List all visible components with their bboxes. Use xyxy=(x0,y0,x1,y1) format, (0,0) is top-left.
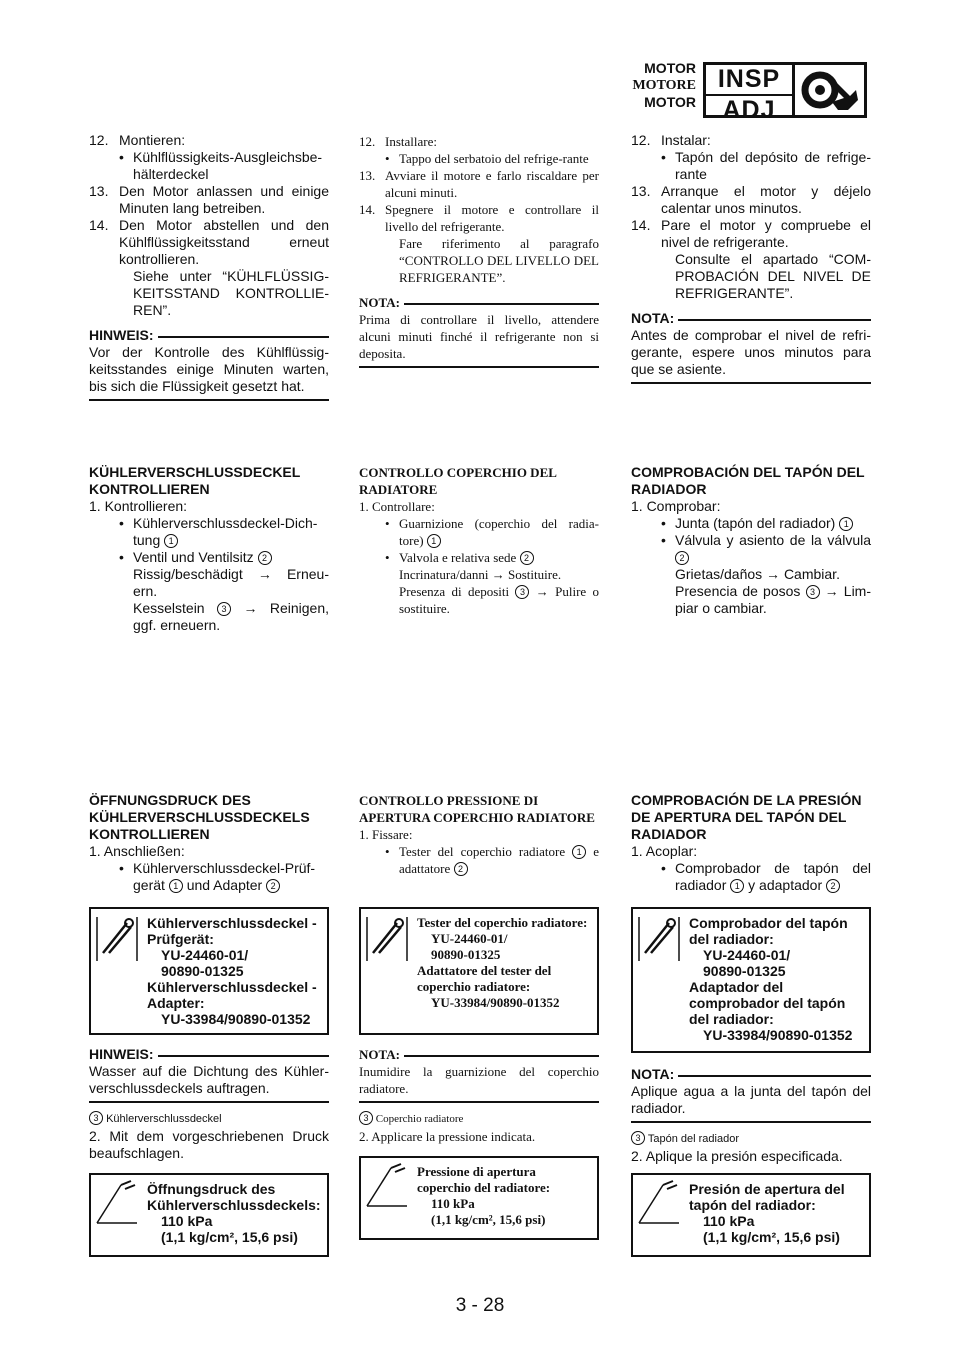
note-box xyxy=(631,1066,871,1123)
caption: 3 Coperchio radiatore xyxy=(359,1111,599,1128)
step-text: 2. Aplique la presión especificada. xyxy=(631,1148,843,1164)
step-text: 2. Applicare la pressione indicata. xyxy=(359,1129,536,1144)
section-heading: CONTROLLO PRESSIONE DI APERTURA COPERCHIO RADIATORE xyxy=(359,793,595,825)
step-text: 1. Kontrollieren: xyxy=(89,498,188,514)
it-block-1 xyxy=(359,133,599,368)
tool-spec-box xyxy=(631,907,871,1053)
note-text: Vor der Kontrolle des Kühlflüssig-keitsstandes einige Minuten warten, bis sich die Flüssigkeit gesetzt hat. xyxy=(89,344,329,401)
list-item: • Tappo del serbatoio del refrige-rante xyxy=(385,151,589,166)
step-text: 1. Fissare: xyxy=(359,827,413,842)
list-item: 14. Spegnere il motore e controllare il livello del refrigerante. xyxy=(359,202,599,234)
note-text: Wasser auf die Dichtung des Kühler-verschlussdeckels auftragen. xyxy=(89,1063,329,1103)
step-text: 1. Acoplar: xyxy=(631,843,698,859)
spec-value: 90890-01325 xyxy=(703,963,786,979)
note-title: NOTA: xyxy=(359,295,400,310)
list-item: • Comprobador de tapón del radiador 1 y adaptador 2 xyxy=(661,860,871,893)
page-number: 3 - 28 xyxy=(455,1295,505,1316)
condition-text: Rissig/beschädigt → Erneu-ern. xyxy=(133,566,329,599)
de-block-2 xyxy=(89,464,329,634)
spec-label: Adaptador del comprobador del tapón del radiador: xyxy=(689,979,846,1027)
spec-value: 90890-01325 xyxy=(161,963,244,979)
spec-label: Adattatore del tester del coperchio radiatore: xyxy=(417,963,552,994)
section-heading: KÜHLERVERSCHLUSSDECKEL KONTROLLIEREN xyxy=(89,464,301,497)
badge-insp: INSP xyxy=(706,65,792,96)
list-item: • Tester del coperchio radiatore 1 e adattatore 2 xyxy=(385,844,599,876)
spec-value: YU-33984/90890-01352 xyxy=(431,995,560,1010)
spec-value: 110 kPa xyxy=(161,1213,213,1229)
list-item: 13. Den Motor anlassen und einige Minuten lang betreiben. xyxy=(89,183,329,216)
note-box xyxy=(89,1046,329,1103)
de-block-3 xyxy=(89,792,329,894)
spec-box xyxy=(359,1156,599,1240)
callout-1: 1 xyxy=(164,534,178,548)
it-block-4 xyxy=(359,1046,599,1145)
reference-text: Consulte el apartado “COM-PROBACIÓN DEL NIVEL DE REFRIGERANTE”. xyxy=(675,251,871,301)
es-block-4 xyxy=(631,1066,871,1165)
tool-spec-box xyxy=(89,907,329,1035)
section-labels xyxy=(600,60,696,111)
step-text: 1. Comprobar: xyxy=(631,498,721,514)
list-item: 12. Montieren: xyxy=(89,132,186,148)
badge-adj: ADJ xyxy=(722,96,776,124)
section-heading: ÖFFNUNGSDRUCK DES KÜHLERVERSCHLUSSDECKELS KONTROLLIEREN xyxy=(89,792,310,842)
caption: 3 Tapón del radiador xyxy=(631,1131,871,1148)
list-item: 14. Den Motor abstellen und den Kühlflüssigkeitsstand erneut kontrollieren. xyxy=(89,217,329,267)
list-item: • Junta (tapón del radiador) 1 xyxy=(631,515,871,532)
list-item: • Valvola e relativa sede 2 xyxy=(359,549,599,566)
spec-label: Presión de apertura del tapón del radiador: xyxy=(689,1181,845,1213)
note-box xyxy=(359,1046,599,1103)
spec-value: 110 kPa xyxy=(431,1196,475,1211)
section-label-de: MOTOR xyxy=(644,60,696,76)
wrench-gauge-icon xyxy=(795,65,864,115)
section-label-es: MOTOR xyxy=(644,94,696,110)
spec-value: (1,1 kg/cm², 15,6 psi) xyxy=(703,1229,840,1245)
es-block-1 xyxy=(631,132,871,384)
specification-icon xyxy=(361,1158,413,1238)
list-item: • Kühlerverschlussdeckel-Dich-tung 1 xyxy=(119,515,318,548)
spec-value: YU-24460-01/ xyxy=(161,947,249,963)
callout-2: 2 xyxy=(258,551,272,565)
specification-icon xyxy=(91,1175,143,1255)
callout-3: 3 xyxy=(217,602,231,616)
reference-text: Siehe unter “KÜHLFLÜSSIG-KEITSSTAND KONTROLLIE-REN”. xyxy=(133,268,329,318)
spec-value: YU-24460-01/ xyxy=(703,947,791,963)
reference-text: Fare riferimento al paragrafo “CONTROLLO DEL LIVELLO DEL REFRIGERANTE”. xyxy=(399,236,599,285)
insp-adj-badge xyxy=(703,62,867,124)
condition-text: Grietas/daños → Cambiar. xyxy=(675,566,840,582)
tool-icon xyxy=(633,909,685,1051)
section-heading: COMPROBACIÓN DE LA PRESIÓN DE APERTURA DEL TAPÓN DEL RADIADOR xyxy=(631,792,862,842)
list-item: 12. Instalar: xyxy=(631,132,711,148)
section-heading: CONTROLLO COPERCHIO DEL RADIATORE xyxy=(359,465,557,497)
step-text: 1. Anschließen: xyxy=(89,843,185,859)
note-title: HINWEIS: xyxy=(89,1046,154,1062)
spec-label: Öffnungsdruck des Kühlerverschlussdeckels: xyxy=(147,1181,321,1213)
spec-label: Kühlerverschlussdeckel -Adapter: xyxy=(147,979,317,1011)
list-item: • Tapón del depósito de refrige-rante xyxy=(661,149,871,182)
list-item: 13. Avviare il motore e farlo riscaldare per alcuni minuti. xyxy=(359,168,599,200)
list-item: 14. Pare el motor y compruebe el nivel de refrigerante. xyxy=(631,217,871,250)
spec-box xyxy=(631,1173,871,1257)
section-heading: COMPROBACIÓN DEL TAPÓN DEL RADIADOR xyxy=(631,464,865,497)
list-item: • Kühlflüssigkeits-Ausgleichsbe-hälterdeckel xyxy=(119,149,323,182)
spec-value: 110 kPa xyxy=(703,1213,755,1229)
it-block-3 xyxy=(359,792,599,877)
note-title: NOTA: xyxy=(631,310,675,326)
list-item: • Válvula y asiento de la válvula 2 xyxy=(661,532,871,563)
spec-label: Kühlerverschlussdeckel -Prüfgerät: xyxy=(147,915,317,947)
step-text: 1. Controllare: xyxy=(359,499,435,514)
condition-text: Incrinatura/danni → Sostituire. xyxy=(399,567,562,582)
spec-label: Comprobador del tapón del radiador: xyxy=(689,915,848,947)
es-block-2 xyxy=(631,464,871,617)
spec-value: (1,1 kg/cm², 15,6 psi) xyxy=(161,1229,298,1245)
note-text: Aplique agua a la junta del tapón del radiador. xyxy=(631,1083,871,1123)
spec-value: YU-24460-01/ xyxy=(431,931,508,946)
specification-icon xyxy=(633,1175,685,1255)
condition-text: Kesselstein 3 → Reinigen, ggf. erneuern. xyxy=(133,600,330,633)
note-box xyxy=(631,310,871,384)
note-box xyxy=(359,294,599,368)
list-item: 13. Arranque el motor y déjelo calentar unos minutos. xyxy=(631,183,871,216)
step-text: 2. Mit dem vorgeschriebenen Druck beaufschlagen. xyxy=(89,1128,329,1161)
condition-text: Presencia de posos 3 → Lim-piar o cambiar. xyxy=(675,583,872,616)
de-block-4 xyxy=(89,1046,329,1162)
es-block-3 xyxy=(631,792,871,894)
spec-value: 90890-01325 xyxy=(431,947,501,962)
note-title: NOTA: xyxy=(359,1047,400,1062)
spec-box xyxy=(89,1173,329,1257)
tool-icon xyxy=(91,909,143,1033)
tool-icon xyxy=(361,909,413,1033)
note-text: Prima di controllare il livello, attendere alcuni minuti finché il refrigerante non si deposita. xyxy=(359,311,599,368)
tool-spec-box xyxy=(359,907,599,1035)
spec-label: Pressione di apertura coperchio del radiatore: xyxy=(417,1164,551,1195)
list-item: • Ventil und Ventilsitz 2 xyxy=(89,549,329,566)
condition-text: Presenza di depositi 3 → Pulire o sostituire. xyxy=(399,584,600,616)
de-block-1 xyxy=(89,132,329,401)
spec-label: Tester del coperchio radiatore: xyxy=(417,915,588,930)
note-box xyxy=(89,327,329,401)
caption: 3 Kühlerverschlussdeckel xyxy=(89,1111,329,1128)
list-item: • Guarnizione (coperchio del radia-tore) 1 xyxy=(385,516,599,548)
spec-value: (1,1 kg/cm², 15,6 psi) xyxy=(431,1212,546,1227)
list-item: 12. Installare: xyxy=(359,134,437,149)
list-item: • Kühlerverschlussdeckel-Prüf-gerät 1 und Adapter 2 xyxy=(119,860,316,893)
section-label-it: MOTORE xyxy=(632,78,696,93)
note-title: HINWEIS: xyxy=(89,327,154,343)
note-text: Antes de comprobar el nivel de refri-gerante, espere unos minutos para que se asiente. xyxy=(631,327,871,384)
spec-value: YU-33984/90890-01352 xyxy=(161,1011,311,1027)
it-block-2 xyxy=(359,464,599,617)
spec-value: YU-33984/90890-01352 xyxy=(703,1027,853,1043)
note-text: Inumidire la guarnizione del coperchio radiatore. xyxy=(359,1063,599,1103)
note-title: NOTA: xyxy=(631,1066,675,1082)
